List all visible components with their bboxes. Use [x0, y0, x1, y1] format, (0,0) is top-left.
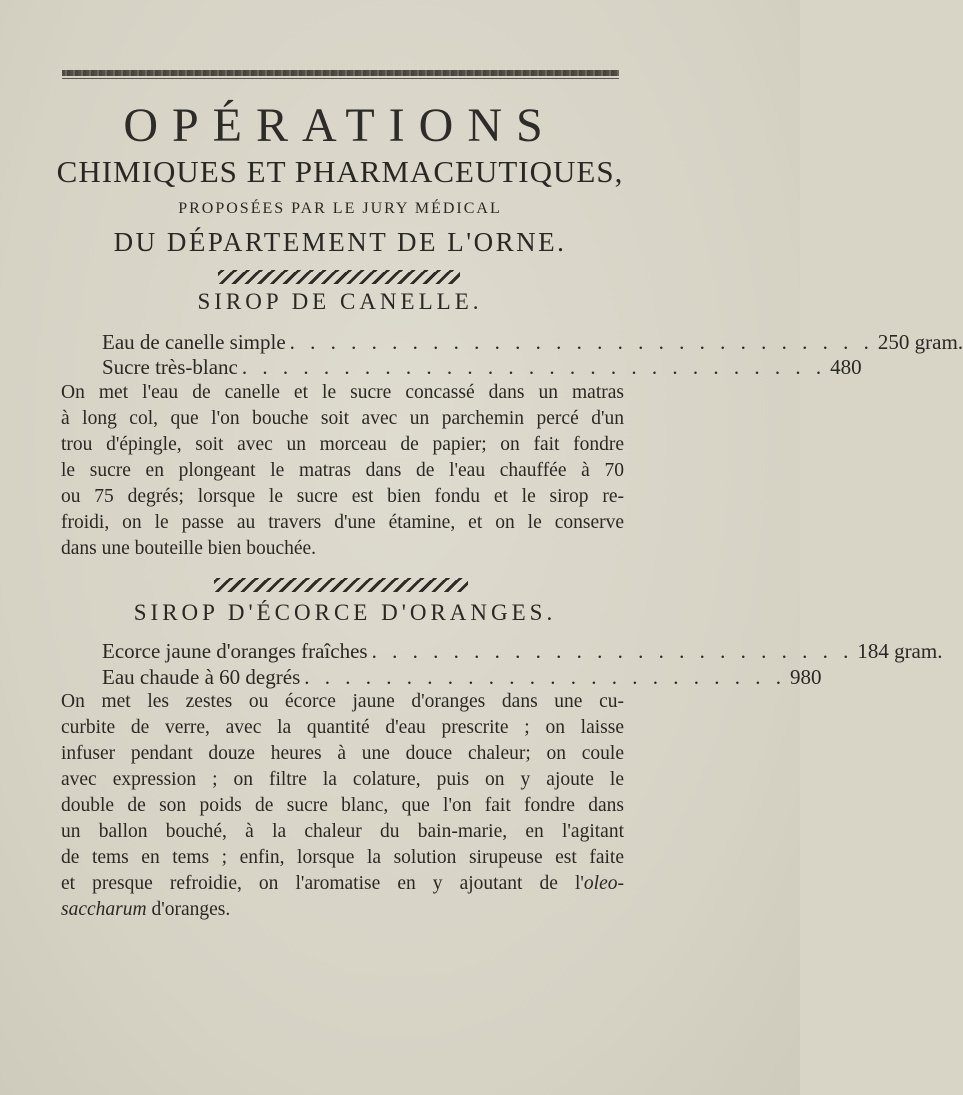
department-line: DU DÉPARTEMENT DE L'ORNE. [113, 227, 567, 257]
section-paragraph-canelle [61, 380, 624, 562]
text-line: double de son poids de sucre blanc, que l'on fait fondre dans [61, 795, 624, 816]
text-line: ou 75 degrés; lorsque le sucre est bien fondu et le sirop re- [61, 486, 624, 507]
ingredient-row [102, 355, 862, 381]
leader-dots: . . . . . . . . . . . . . . . . . . . . . . . . . . . . . [241, 355, 827, 379]
text-line: un ballon bouché, à la chaleur du bain-marie, en l'agitant [61, 821, 624, 842]
proposed-by-line: PROPOSÉES PAR LE JURY MÉDICAL [178, 200, 502, 217]
section-paragraph-oranges [61, 689, 624, 923]
ingredient-name: Eau de canelle simple [102, 330, 286, 354]
section-divider-ornament [218, 270, 460, 284]
ingredient-row [102, 330, 963, 356]
section-divider-ornament [214, 578, 468, 592]
text-segment: d'oranges. [146, 899, 231, 920]
text-line: le sucre en plongeant le matras dans de l'eau chauffée à 70 [61, 460, 624, 481]
ingredient-quantity: 184 gram. [857, 639, 943, 663]
ingredient-row [102, 639, 943, 665]
top-thin-rule [62, 78, 619, 79]
text-line: dans une bouteille bien bouchée. [61, 538, 317, 559]
leader-dots: . . . . . . . . . . . . . . . . . . . . . . . . . . . . . [289, 330, 874, 354]
italic-term: saccharum [61, 899, 147, 920]
ingredient-quantity: 980 [790, 665, 822, 689]
ingredient-name: Ecorce jaune d'oranges fraîches [102, 639, 368, 663]
italic-term: oleo- [583, 873, 624, 894]
section-title-canelle: SIROP DE CANELLE. [197, 289, 483, 314]
text-line: trou d'épingle, soit avec un morceau de papier; on fait fondre [61, 434, 624, 455]
text-line [61, 871, 624, 897]
ingredient-name: Sucre très-blanc [102, 355, 238, 379]
subtitle: CHIMIQUES ET PHARMACEUTIQUES, [56, 154, 624, 189]
leader-dots: . . . . . . . . . . . . . . . . . . . . . . . . [371, 639, 854, 663]
main-title: OPÉRATIONS [123, 99, 557, 152]
section-title-oranges: SIROP D'ÉCORCE D'ORANGES. [133, 600, 557, 625]
top-decorative-rule [62, 70, 619, 76]
text-segment: et presque refroidie, on l'aromatise en y ajoutant de l' [61, 873, 584, 894]
text-line: de tems en tems ; enfin, lorsque la solution sirupeuse est faite [61, 847, 624, 868]
text-line: infuser pendant douze heures à une douce chaleur; on coule [61, 743, 624, 764]
text-line: On met l'eau de canelle et le sucre concassé dans un matras [61, 382, 624, 403]
text-line: froidi, on le passe au travers d'une étamine, et on le conserve [61, 512, 624, 533]
ingredient-row [102, 665, 822, 691]
ingredient-quantity: 250 gram. [877, 330, 963, 354]
text-line: curbite de verre, avec la quantité d'eau prescrite ; on laisse [61, 717, 624, 738]
ingredient-name: Eau chaude à 60 degrés [102, 665, 301, 689]
text-line: à long col, que l'on bouche soit avec un parchemin percé d'un [61, 408, 624, 429]
leader-dots: . . . . . . . . . . . . . . . . . . . . . . . . [304, 665, 786, 689]
text-line [61, 897, 624, 923]
text-line: On met les zestes ou écorce jaune d'oranges dans une cu- [61, 691, 624, 712]
ingredient-quantity: 480 [830, 355, 862, 379]
text-line: avec expression ; on filtre la colature, puis on y ajoute le [61, 769, 624, 790]
